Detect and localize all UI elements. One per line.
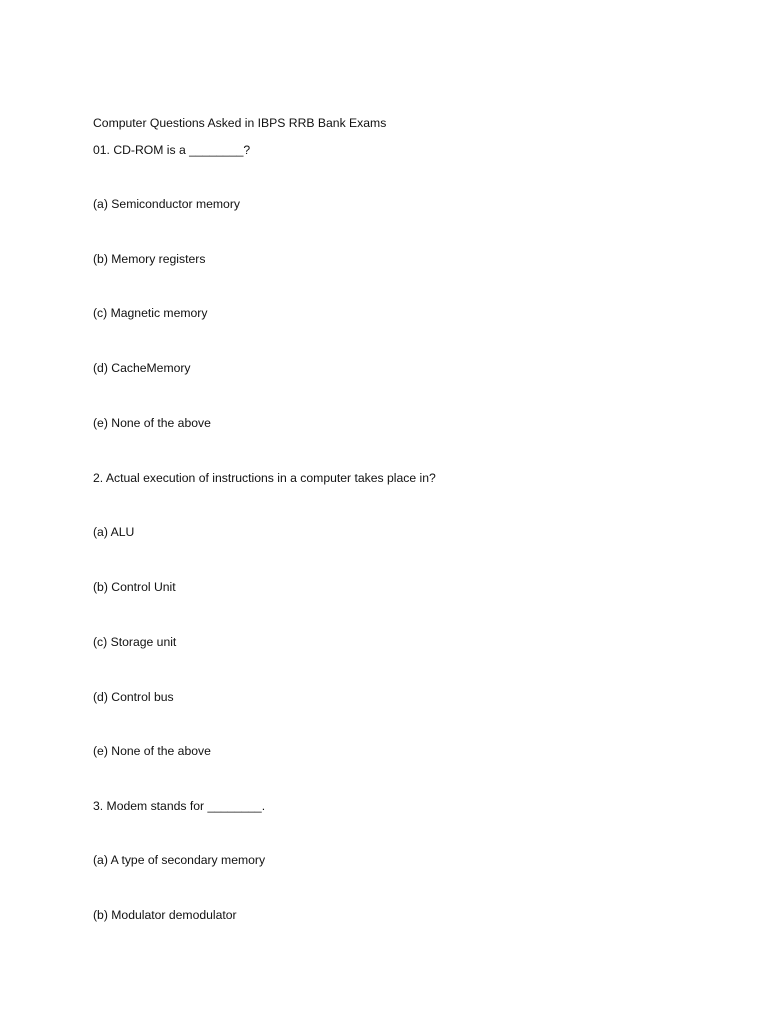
question-1: 01. CD-ROM is a ________?: [93, 143, 251, 157]
question-3-option-b: (b) Modulator demodulator: [93, 908, 237, 922]
question-1-option-a: (a) Semiconductor memory: [93, 197, 240, 211]
question-1-option-e: (e) None of the above: [93, 416, 211, 430]
question-1-option-b: (b) Memory registers: [93, 252, 206, 266]
question-1-option-d: (d) CacheMemory: [93, 361, 191, 375]
document-title: Computer Questions Asked in IBPS RRB Bank Exams: [93, 116, 387, 130]
question-2-option-d: (d) Control bus: [93, 690, 174, 704]
question-3: 3. Modem stands for ________.: [93, 799, 266, 813]
question-2-option-b: (b) Control Unit: [93, 580, 176, 594]
question-1-option-c: (c) Magnetic memory: [93, 306, 208, 320]
question-3-option-a: (a) A type of secondary memory: [93, 853, 266, 867]
question-2-option-e: (e) None of the above: [93, 744, 211, 758]
question-2-option-c: (c) Storage unit: [93, 635, 177, 649]
question-2-option-a: (a) ALU: [93, 525, 135, 539]
question-2: 2. Actual execution of instructions in a computer takes place in?: [93, 471, 436, 485]
